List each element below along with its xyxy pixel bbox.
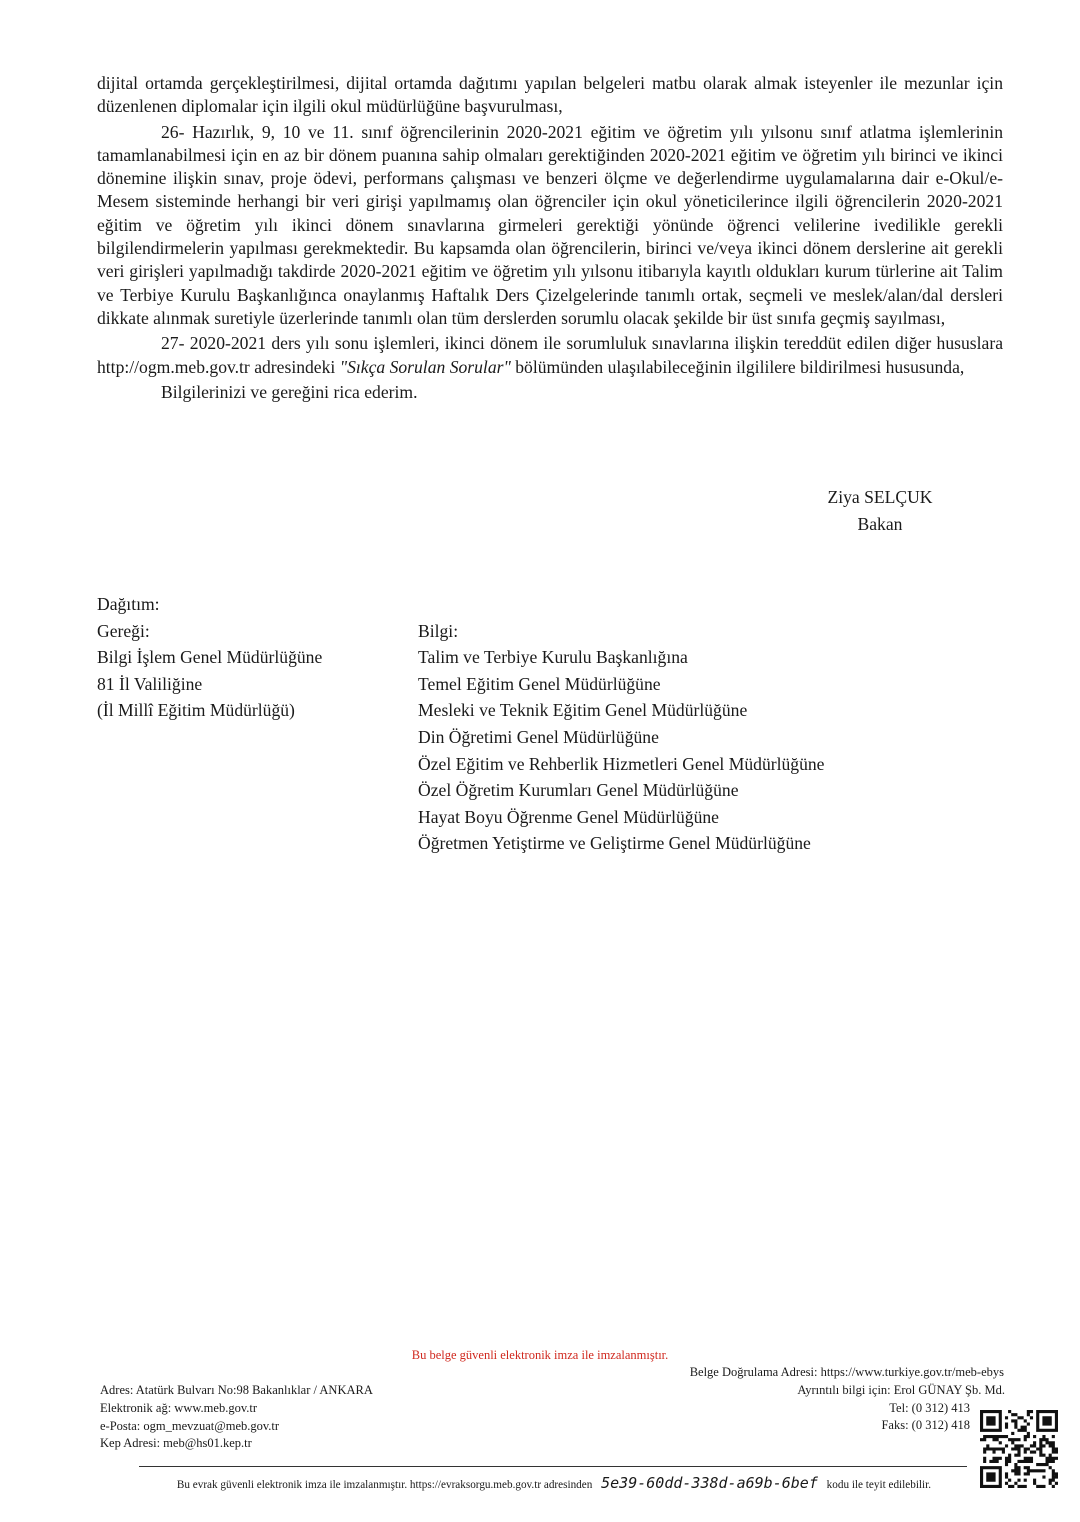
verify-text-prefix: Bu evrak güvenli elektronik imza ile imzalanmıştır. https://evraksorgu.meb.gov.tr adresinden xyxy=(176,1479,593,1491)
distribution-heading: Dağıtım: xyxy=(97,594,160,614)
bilgi-item: Özel Öğretim Kurumları Genel Müdürlüğüne xyxy=(418,780,739,801)
footer-phone: Tel: (0 312) 413 xyxy=(889,1400,970,1415)
verify-code: 5e39-60dd-338d-a69b-6bef xyxy=(601,1474,818,1492)
paragraph-continuation: dijital ortamda gerçekleştirilmesi, dijital ortamda dağıtımı yapılan belgeleri matbu olarak almak isteyenler ile mezunlar için düzenlenen diplomalar için ilgili okul müdürlüğüne başvurulması, xyxy=(97,73,1003,117)
footer-fax: Faks: (0 312) 418 xyxy=(881,1418,970,1433)
item-27-text-start: 27- 2020-2021 ders yılı sonu işlemleri, ikinci dönem ile sorumluluk sınavlarına ilişkin tereddüt edilen diğer hususlara http://ogm.meb.gov.tr adresindeki xyxy=(97,333,1003,377)
footer-contact-person: Ayrıntılı bilgi için: Erol GÜNAY Şb. Md. xyxy=(797,1382,1005,1397)
bilgi-label: Bilgi: xyxy=(418,620,459,641)
footer-verification xyxy=(690,1364,1004,1435)
secure-signature-note: Bu belge güvenli elektronik imza ile imzalanmıştır. xyxy=(411,1348,669,1362)
footer-contact xyxy=(100,1382,373,1453)
footer-divider xyxy=(139,1466,967,1467)
item-27-text-end: bölümünden ulaşılabileceğinin ilgililere bildirilmesi hususunda, xyxy=(510,356,965,377)
closing-line: Bilgilerinizi ve gereğini rica ederim. xyxy=(161,381,418,402)
signer-title: Bakan xyxy=(857,514,903,534)
letter-body xyxy=(97,72,1003,404)
faq-section-name: "Sıkça Sorulan Sorular" xyxy=(339,356,511,377)
bilgi-item: Temel Eğitim Genel Müdürlüğüne xyxy=(418,673,661,694)
paragraph-item-26: 26- Hazırlık, 9, 10 ve 11. sınıf öğrencilerinin 2020-2021 eğitim ve öğretim yılı yılsonu sınıf atlatma işlemlerinin tamamlanabilmesi için en az bir dönem puanına sahip olmaları gerektiğinden 2020-2021 eğitim ve öğretim yılı birinci ve ikinci dönemine ilişkin sınav, proje ödevi, performans çalışması ve benzeri ölçme ve değerlendirme uygulamalarına dair e-Okul/e-Mesem sisteminde herhangi bir veri girişi yapılmamış olan öğrenciler için okul yöneticilerince ilgili öğrencilerin 2020-2021 eğitim ve öğretim yılı ikinci dönem sınavlarına girmeleri gerektiği yönünde öğrenci velilerine ivedilikle gerekli bilgilendirmelerin yapılması gerekmektedir. Bu kapsamda olan öğrencilerin, birinci ve/veya ikinci dönem derslerine ait gerekli veri girişleri yapılmadığı takdirde 2020-2021 eğitim ve öğretim yılı yılsonu itibarıyla kayıtlı oldukları kurum türlerine ait Talim ve Terbiye Kurulu Başkanlığınca onaylanmış Haftalık Ders Çizelgelerinde tanımlı ortak, seçmeli ve meslek/alan/dal dersleri dikkate alınmak suretiyle üzerlerinde tanımlı olan tüm derslerden sorumlu olacak şekilde bir üst sınıfa geçmiş sayılması, xyxy=(97,121,1003,328)
footer-address: Adres: Atatürk Bulvarı No:98 Bakanlıklar / ANKARA xyxy=(100,1383,373,1397)
bilgi-item: Özel Eğitim ve Rehberlik Hizmetleri Genel Müdürlüğüne xyxy=(418,753,825,774)
bilgi-item: Mesleki ve Teknik Eğitim Genel Müdürlüğüne xyxy=(418,700,748,721)
footer-verify-url: Belge Doğrulama Adresi: https://www.turkiye.gov.tr/meb-ebys xyxy=(689,1365,1004,1379)
footer-kep: Kep Adresi: meb@hs01.kep.tr xyxy=(100,1436,252,1451)
bilgi-item: Din Öğretimi Genel Müdürlüğüne xyxy=(418,726,659,747)
distribution-right xyxy=(418,618,825,857)
bilgi-item: Hayat Boyu Öğrenme Genel Müdürlüğüne xyxy=(418,806,719,827)
bilgi-item: Öğretmen Yetiştirme ve Geliştirme Genel Müdürlüğüne xyxy=(418,833,811,854)
verification-line xyxy=(0,1474,1080,1492)
paragraph-item-27 xyxy=(97,332,1003,379)
footer-email: e-Posta: ogm_mevzuat@meb.gov.tr xyxy=(100,1418,280,1433)
gereği-label: Gereği: xyxy=(97,620,150,641)
gereği-item: (İl Millî Eğitim Müdürlüğü) xyxy=(97,700,295,721)
footer-website: Elektronik ağ: www.meb.gov.tr xyxy=(100,1400,258,1415)
bilgi-item: Talim ve Terbiye Kurulu Başkanlığına xyxy=(418,647,688,668)
distribution-left xyxy=(97,591,322,724)
verify-text-suffix: kodu ile teyit edilebilir. xyxy=(826,1479,932,1491)
signature-block xyxy=(800,484,960,538)
gereği-item: 81 İl Valiliğine xyxy=(97,673,203,694)
gereği-item: Bilgi İşlem Genel Müdürlüğüne xyxy=(97,647,323,668)
signer-name: Ziya SELÇUK xyxy=(827,487,933,507)
